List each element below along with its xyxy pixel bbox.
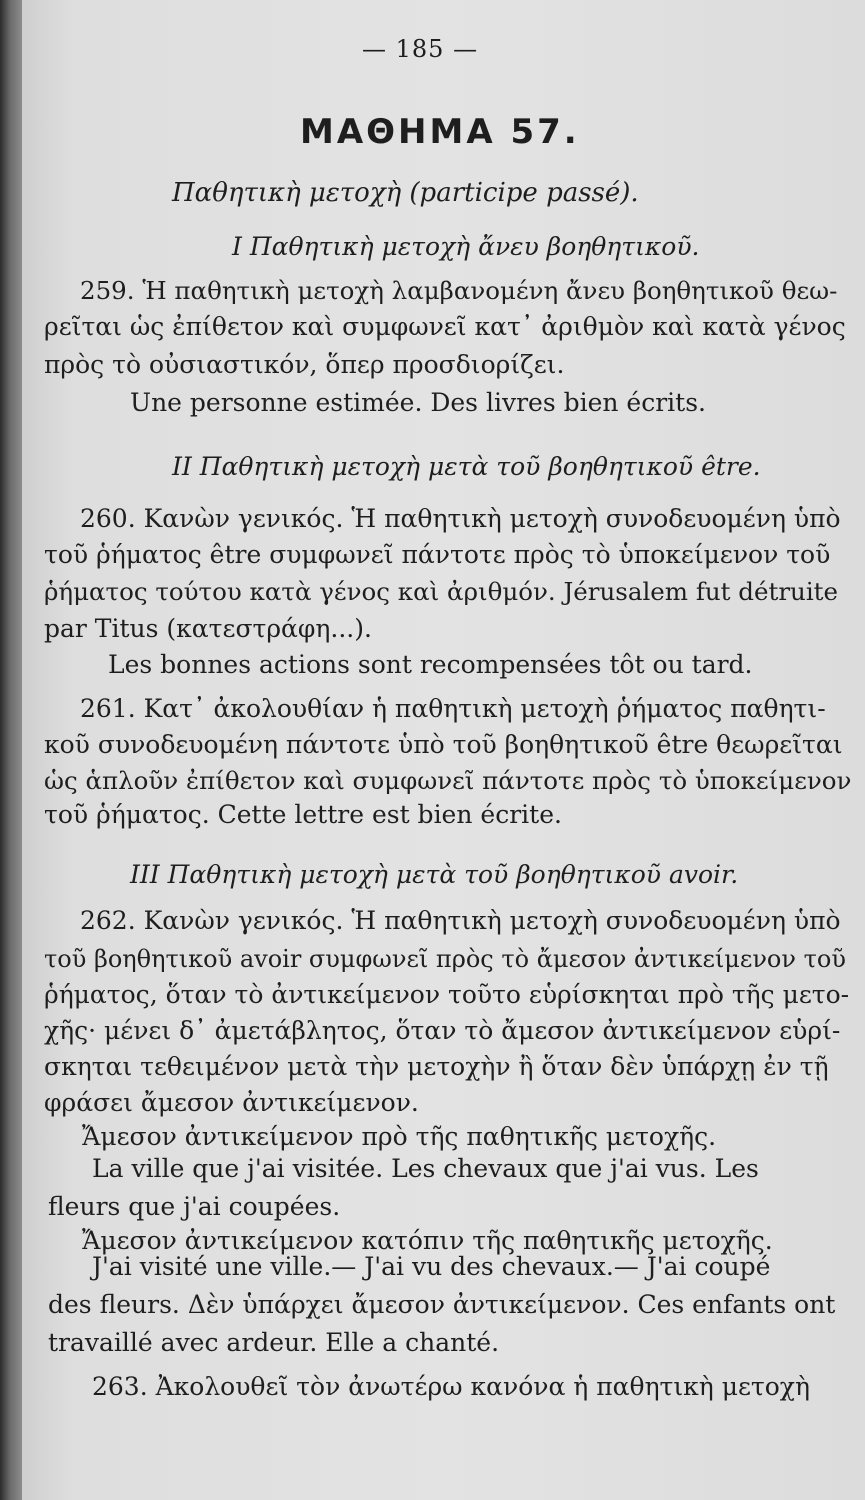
text-line: par Titus (κατεστράφη...). bbox=[44, 614, 372, 643]
text-line: ῥήματος, ὅταν τὸ ἀντικείμενον τοῦτο εὑρίσκηται πρὸ τῆς μετο- bbox=[44, 980, 850, 1009]
text-line: Les bonnes actions sont recompensées tôt ou tard. bbox=[108, 650, 753, 679]
text-line: fleurs que j'ai coupées. bbox=[48, 1192, 341, 1221]
text-line: Une personne estimée. Des livres bien écrits. bbox=[130, 388, 707, 417]
section-heading-2: II Παθητικὴ μετοχὴ μετὰ τοῦ βοηθητικοῦ être. bbox=[172, 452, 761, 481]
text-line: 263. Ἀκολουθεῖ τὸν ἀνωτέρω κανόνα ἡ παθητικὴ μετοχὴ bbox=[92, 1372, 810, 1401]
text-line: Ἄμεσον ἀντικείμενον κατόπιν τῆς παθητικῆς μετοχῆς. bbox=[82, 1226, 773, 1255]
text-line: Ἄμεσον ἀντικείμενον πρὸ τῆς παθητικῆς μετοχῆς. bbox=[82, 1122, 717, 1151]
text-line: κοῦ συνοδευομένη πάντοτε ὑπὸ τοῦ βοηθητικοῦ être θεωρεῖται bbox=[44, 730, 843, 759]
text-line: ῥήματος τούτου κατὰ γένος καὶ ἀριθμόν. Jérusalem fut détruite bbox=[44, 577, 839, 606]
book-page bbox=[22, 0, 865, 1500]
section-heading-1: I Παθητικὴ μετοχὴ ἄνευ βοηθητικοῦ. bbox=[232, 232, 700, 261]
text-line: des fleurs. Δὲν ὑπάρχει ἄμεσον ἀντικείμενον. Ces enfants ont bbox=[48, 1290, 836, 1319]
text-line: τοῦ ῥήματος être συμφωνεῖ πάντοτε πρὸς τὸ ὑποκείμενον τοῦ bbox=[44, 540, 831, 569]
text-line: σκηται τεθειμένον μετὰ τὴν μετοχὴν ἢ ὅταν δὲν ὑπάρχῃ ἐν τῇ bbox=[44, 1052, 829, 1081]
text-line: 262. Κανὼν γενικός. Ἡ παθητικὴ μετοχὴ συνοδευομένη ὑπὸ bbox=[80, 906, 841, 935]
text-line: 259. Ἡ παθητικὴ μετοχὴ λαμβανομένη ἄνευ βοηθητικοῦ θεω- bbox=[80, 276, 838, 305]
text-line: J'ai visité une ville.— J'ai vu des chevaux.— J'ai coupé bbox=[92, 1252, 771, 1281]
text-line: πρὸς τὸ οὐσιαστικόν, ὅπερ προσδιορίζει. bbox=[44, 350, 565, 379]
page-number: — 185 — bbox=[362, 35, 479, 63]
text-line: travaillé avec ardeur. Elle a chanté. bbox=[48, 1328, 500, 1357]
text-line: φράσει ἄμεσον ἀντικείμενον. bbox=[44, 1088, 419, 1117]
book-spine-shadow bbox=[0, 0, 22, 1500]
lesson-title: ΜΑΘΗΜΑ 57. bbox=[300, 112, 580, 152]
text-line: τοῦ βοηθητικοῦ avoir συμφωνεῖ πρὸς τὸ ἄμεσον ἀντικείμενον τοῦ bbox=[44, 945, 846, 973]
text-line: La ville que j'ai visitée. Les chevaux que j'ai vus. Les bbox=[92, 1154, 759, 1183]
section-heading-3: III Παθητικὴ μετοχὴ μετὰ τοῦ βοηθητικοῦ avoir. bbox=[130, 860, 739, 889]
text-line: 260. Κανὼν γενικός. Ἡ παθητικὴ μετοχὴ συνοδευομένη ὑπὸ bbox=[80, 504, 841, 533]
text-line: τοῦ ῥήματος. Cette lettre est bien écrite. bbox=[44, 800, 562, 829]
lesson-subtitle: Παθητικὴ μετοχὴ (participe passé). bbox=[172, 178, 639, 208]
text-line: ὡς ἁπλοῦν ἐπίθετον καὶ συμφωνεῖ πάντοτε πρὸς τὸ ὑποκείμενον bbox=[44, 766, 852, 795]
text-line: ρεῖται ὡς ἐπίθετον καὶ συμφωνεῖ κατ᾽ ἀριθμὸν καὶ κατὰ γένος bbox=[44, 312, 846, 341]
text-line: χῆς· μένει δ᾽ ἀμετάβλητος, ὅταν τὸ ἄμεσον ἀντικείμενον εὑρί- bbox=[44, 1016, 841, 1045]
text-line: 261. Κατ᾽ ἀκολουθίαν ἡ παθητικὴ μετοχὴ ῥήματος παθητι- bbox=[80, 694, 826, 723]
